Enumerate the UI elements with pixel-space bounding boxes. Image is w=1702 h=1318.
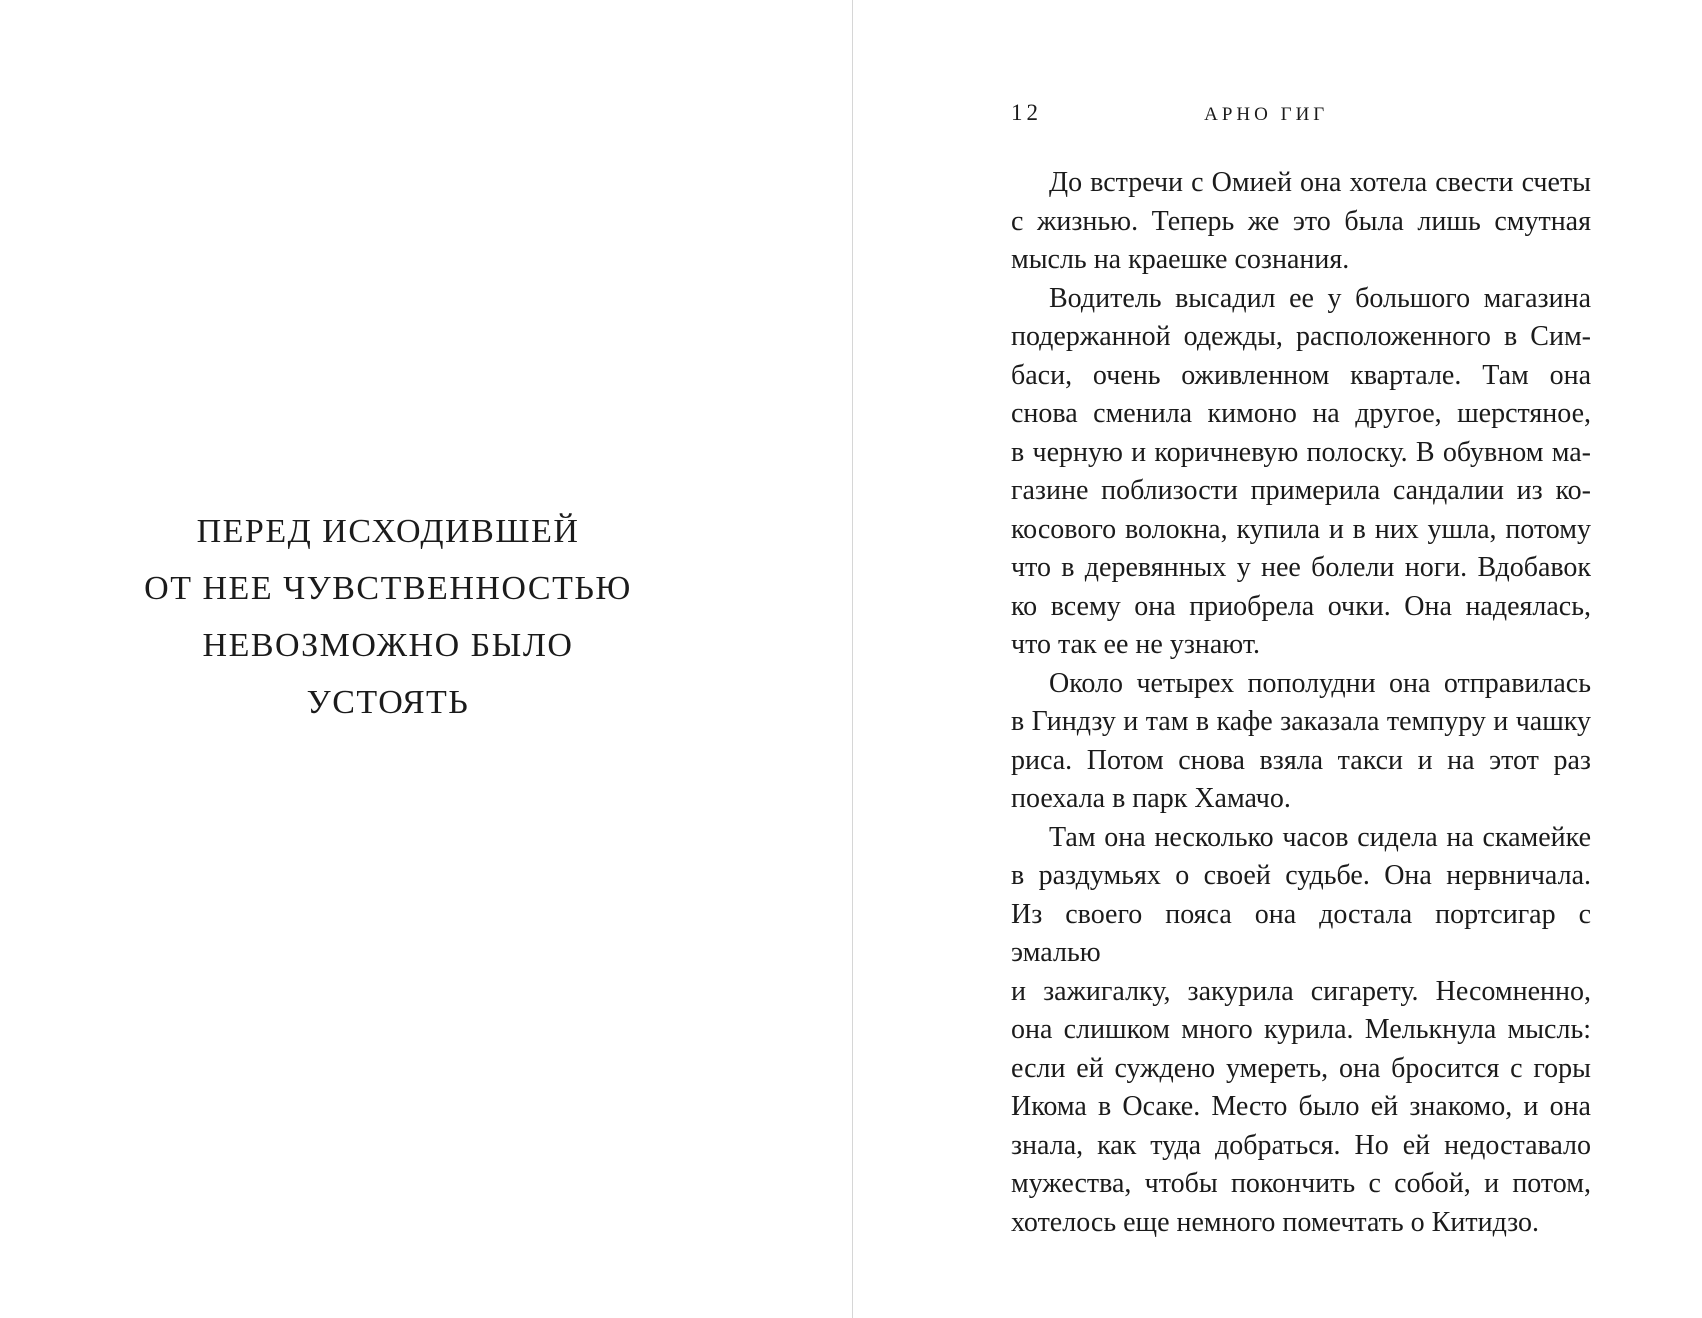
- text-line: баси, очень оживленном квартале. Там она: [1011, 359, 1591, 391]
- text-line: в черную и коричневую полоску. В обувном ма-: [1011, 436, 1591, 468]
- page-right: [853, 0, 1702, 1318]
- quote-line: ОТ НЕЕ ЧУВСТВЕННОСТЬЮ: [144, 570, 632, 607]
- text-line: До встречи с Омией она хотела свести счеты: [1049, 167, 1591, 198]
- quote-line: ПЕРЕД ИСХОДИВШЕЙ: [196, 513, 580, 550]
- text-line: что в деревянных у нее болели ноги. Вдобавок: [1011, 552, 1591, 583]
- pull-quote: [60, 503, 716, 731]
- text-line: Из своего пояса она достала портсигар с эмалью: [1011, 898, 1591, 968]
- text-line: если ей суждено умереть, она бросится с горы: [1011, 1052, 1591, 1084]
- text-line: риса. Потом снова взяла такси и на этот раз: [1011, 744, 1591, 776]
- text-line: хотелось еще немного помечтать о Китидзо.: [1011, 1206, 1540, 1238]
- text-line: мысль на краешке сознания.: [1011, 244, 1350, 275]
- text-line: Там она несколько часов сидела на скамейке: [1049, 821, 1591, 853]
- text-line: в Гиндзу и там в кафе заказала темпуру и чашку: [1011, 706, 1591, 737]
- text-line: ко всему она приобрела очки. Она надеялась,: [1011, 590, 1591, 622]
- text-line: с жизнью. Теперь же это была лишь смутная: [1011, 205, 1591, 237]
- text-line: знала, как туда добраться. Но ей недоставало: [1011, 1129, 1591, 1161]
- text-line: она слишком много курила. Мелькнула мысль:: [1011, 1014, 1591, 1045]
- text-line: подержанной одежды, расположенного в Сим-: [1011, 321, 1591, 352]
- body-text: [1011, 164, 1591, 1242]
- page-number: 12: [1011, 100, 1042, 125]
- text-line: косового волокна, купила и в них ушла, потому: [1011, 513, 1591, 545]
- running-title: АРНО ГИГ: [1204, 104, 1329, 125]
- text-line: Икома в Осаке. Место было ей знакомо, и она: [1011, 1091, 1591, 1122]
- quote-line: УСТОЯТЬ: [306, 684, 470, 721]
- text-line: в раздумьях о своей судьбе. Она нервничала.: [1011, 860, 1591, 891]
- quote-line: НЕВОЗМОЖНО БЫЛО: [202, 627, 574, 664]
- running-header: [1011, 100, 1591, 128]
- text-line: Водитель высадил ее у большого магазина: [1049, 282, 1591, 314]
- text-line: газине поблизости примерила сандалии из ко-: [1011, 475, 1591, 506]
- text-line: что так ее не узнают.: [1011, 629, 1260, 660]
- text-line: снова сменила кимоно на другое, шерстяное,: [1011, 398, 1591, 429]
- text-line: и зажигалку, закурила сигарету. Несомненно,: [1011, 975, 1591, 1007]
- text-line: Около четырех пополудни она отправилась: [1049, 667, 1591, 699]
- text-line: мужества, чтобы покончить с собой, и потом,: [1011, 1168, 1591, 1199]
- text-line: поехала в парк Хамачо.: [1011, 783, 1291, 814]
